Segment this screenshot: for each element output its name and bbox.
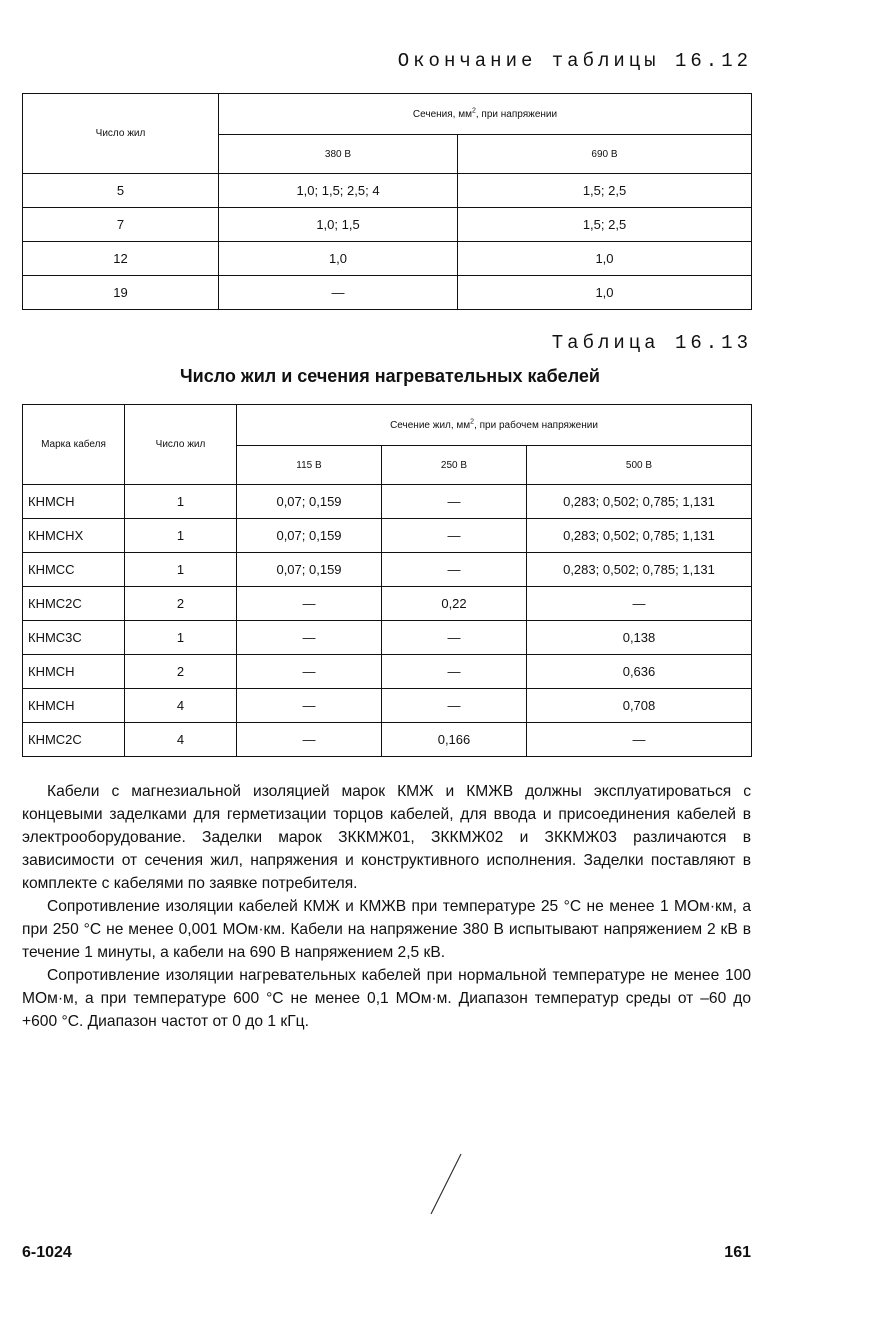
table-row: [23, 174, 752, 208]
cell-115v: —: [237, 621, 382, 655]
cell-250v: —: [382, 621, 527, 655]
cell-115v: 0,07; 0,159: [237, 553, 382, 587]
cell-cores: 4: [125, 689, 237, 723]
cell-500v: —: [527, 587, 752, 621]
cell-250v: —: [382, 519, 527, 553]
cell-cores: 19: [23, 276, 219, 310]
cell-brand: КНМС2С: [23, 587, 125, 621]
cell-cores: 1: [125, 485, 237, 519]
header-250v: 250 В: [382, 446, 527, 485]
table-row: [23, 485, 752, 519]
cell-cores: 1: [125, 519, 237, 553]
cell-690v: 1,5; 2,5: [458, 174, 752, 208]
header-sections: Сечения, $мм^2$, при напряжении: [219, 94, 752, 135]
header-brand: Марка кабеля: [23, 405, 125, 485]
cell-380v: —: [219, 276, 458, 310]
table-16-13: [22, 404, 752, 757]
table-16-12-continuation: [22, 93, 752, 310]
cell-brand: КНМСНХ: [23, 519, 125, 553]
cell-brand: КНМСН: [23, 485, 125, 519]
cell-115v: —: [237, 587, 382, 621]
table-row: [23, 655, 752, 689]
header-500v: 500 В: [527, 446, 752, 485]
page-number: 161: [724, 1244, 751, 1261]
cell-115v: —: [237, 689, 382, 723]
table-row: [23, 689, 752, 723]
cell-250v: —: [382, 689, 527, 723]
table-label: Таблица 16.13: [551, 332, 752, 354]
body-text: [22, 780, 751, 1033]
cell-brand: КНМСН: [23, 655, 125, 689]
paragraph: Сопротивление изоляции кабелей КМЖ и КМЖВ при температуре 25 °С не менее 1 МОм·км, а при 250 °С не менее 0,001 МОм·км. Кабели на напряжение 380 В испытывают напряжением 2 кВ в течение 1 минуты, а кабели на 690 В напряжением 2,5 кВ.: [22, 898, 751, 961]
cell-690v: 1,0: [458, 276, 752, 310]
cell-500v: 0,708: [527, 689, 752, 723]
cell-380v: 1,0: [219, 242, 458, 276]
cell-250v: 0,166: [382, 723, 527, 757]
cell-cores: 1: [125, 553, 237, 587]
cell-250v: 0,22: [382, 587, 527, 621]
table-row: [23, 208, 752, 242]
cell-cores: 5: [23, 174, 219, 208]
table-row: [23, 519, 752, 553]
cell-500v: 0,636: [527, 655, 752, 689]
print-signature: 6-1024: [22, 1244, 72, 1261]
cell-brand: КНМСС: [23, 553, 125, 587]
header-cores: Число жил: [125, 405, 237, 485]
paragraph: Сопротивление изоляции нагревательных кабелей при нормальной температуре не менее 100 МОм·м, а при температуре 600 °С не менее 0,1 МОм·м. Диапазон температур среды от –60 до +600 °С. Диапазон частот от 0 до 1 кГц.: [22, 967, 751, 1030]
paragraph: Кабели с магнезиальной изоляцией марок КМЖ и КМЖВ должны эксплуатироваться с концевыми заделками для герметизации торцов кабелей, для ввода и присоединения кабелей в электрооборудование. Заделки марок ЗККМЖ01, ЗККМЖ02 и ЗККМЖ03 различаются в зависимости от сечения жил, напряжения и конструктивного исполнения. Заделки поставляют в комплекте с кабелями по заявке потребителя.: [22, 783, 751, 892]
table-row: [23, 242, 752, 276]
header-380v: 380 В: [219, 135, 458, 174]
cell-690v: 1,5; 2,5: [458, 208, 752, 242]
table-row: [23, 621, 752, 655]
cell-cores: 7: [23, 208, 219, 242]
table-heading: Число жил и сечения нагревательных кабелей: [180, 366, 600, 386]
table-row: [23, 276, 752, 310]
cell-115v: —: [237, 655, 382, 689]
cell-380v: 1,0; 1,5; 2,5; 4: [219, 174, 458, 208]
cell-250v: —: [382, 485, 527, 519]
pen-stroke-mark: [425, 1150, 465, 1220]
cell-500v: 0,283; 0,502; 0,785; 1,131: [527, 519, 752, 553]
cell-cores: 2: [125, 655, 237, 689]
cell-cores: 2: [125, 587, 237, 621]
cell-500v: —: [527, 723, 752, 757]
cell-brand: КНМСН: [23, 689, 125, 723]
cell-250v: —: [382, 655, 527, 689]
cell-cores: 12: [23, 242, 219, 276]
table-row: [23, 587, 752, 621]
table-row: [23, 553, 752, 587]
cell-380v: 1,0; 1,5: [219, 208, 458, 242]
header-section: Сечение жил, $мм^2$, при рабочем напряжении: [237, 405, 752, 446]
cell-115v: 0,07; 0,159: [237, 519, 382, 553]
cell-115v: 0,07; 0,159: [237, 485, 382, 519]
cell-brand: КНМС3С: [23, 621, 125, 655]
cell-250v: —: [382, 553, 527, 587]
cell-115v: —: [237, 723, 382, 757]
cell-500v: 0,283; 0,502; 0,785; 1,131: [527, 485, 752, 519]
cell-500v: 0,138: [527, 621, 752, 655]
header-690v: 690 В: [458, 135, 752, 174]
header-115v: 115 В: [237, 446, 382, 485]
table-continuation-title: Окончание таблицы 16.12: [397, 50, 752, 72]
header-cores: Число жил: [23, 94, 219, 174]
table-row: [23, 723, 752, 757]
cell-cores: 1: [125, 621, 237, 655]
cell-690v: 1,0: [458, 242, 752, 276]
cell-brand: КНМС2С: [23, 723, 125, 757]
cell-cores: 4: [125, 723, 237, 757]
cell-500v: 0,283; 0,502; 0,785; 1,131: [527, 553, 752, 587]
